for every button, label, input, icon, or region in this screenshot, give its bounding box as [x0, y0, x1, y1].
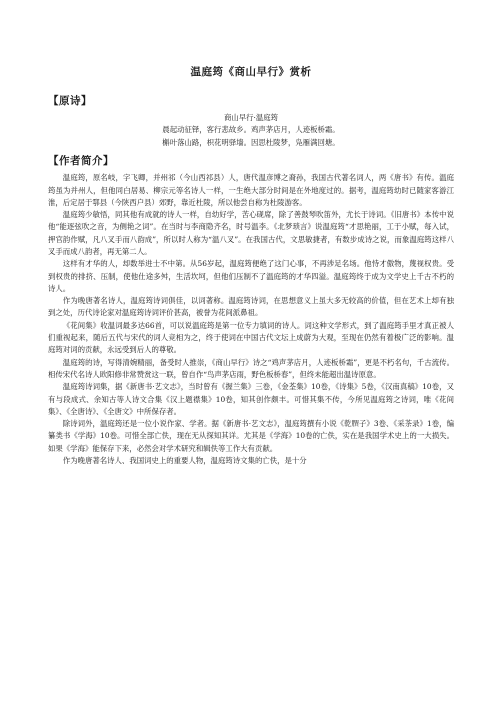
poem-line: 晨起动征铎，客行悲故乡。鸡声茅店月，人迹板桥霜。	[162, 125, 340, 135]
paragraph: 温庭筠的诗，写得清婉精丽，备受时人推崇，《商山早行》诗之“鸡声茅店月，人迹板桥霜”，更是不朽名句，千古流传。相传宋代名诗人欧阳修非常赞赏这一联，曾自作“鸟声茅店雨，野色板桥春”，但终未能超出温诗原意。	[48, 357, 454, 379]
paragraph: 除诗词外，温庭筠还是一位小说作家、学者。据《新唐书·艺文志》，温庭筠撰有小说《乾𦠆子》3卷、《采茶录》1卷，编纂类书《学海》10卷。可惜全部亡佚，现在无从探知其详。尤其是《学海》10卷的亡佚，实在是我国学术史上的一大损失。如果《学海》能保存下来，必然会对学术研究和辑佚等工作大有贡献。	[48, 419, 454, 453]
document-title: 温庭筠《商山早行》赏析	[190, 66, 312, 78]
poem-block	[48, 112, 454, 149]
poem-title-line: 商山早行·温庭筠	[223, 113, 279, 122]
poem-line: 槲叶落山路，枳花明驿墙。因思杜陵梦，凫雁满回塘。	[162, 137, 340, 147]
paragraph: 这样有才华的人，却数举进士不中第。从56岁起，温庭筠便绝了这门心事，不再涉足名场。他恃才傲物，蔑视权贵。受到权贵的排挤、压制，使他仕途多舛，生活坎坷，但他们压制不了温庭筠的才华四溢。温庭筠终于成为文学史上千古不朽的诗人。	[48, 259, 454, 293]
paragraph: 温庭筠，原名岐，字飞卿，并州祁（今山西祁县）人，唐代温彦博之裔孙，我国古代著名词人，两《唐书》有传。温庭筠虽为并州人，但他同白居易、柳宗元等名诗人一样，一生绝大部分时间是在外地度过的。据考，温庭筠幼时已随家客游江淮，后定居于鄠县（今陕西户县）郊野，靠近杜陵，所以他尝自称为杜陵游客。	[48, 173, 454, 207]
paragraph: 《花间集》收温词最多达66首，可以说温庭筠是第一位专力填词的诗人。词这种文学形式，到了温庭筠手里才真正被人们重视起来，随后五代与宋代的词人竞相为之，终于使词在中国古代文坛上成蔚为大观，至现在仍然有着极广泛的影响。温庭筠对词的贡献，永远受到后人的尊敬。	[48, 320, 454, 355]
paragraph: 作为晚唐著名诗人、我国词史上的重要人物，温庭筠诗文集的亡佚，是十分	[62, 456, 307, 466]
paragraph: 温庭筠诗词集，据《新唐书·艺文志》，当时曾有《握兰集》三卷，《金荃集》10卷，《诗集》5卷，《汉南真稿》10卷，又有与段成式、余知古等人诗文合集《汉上题襟集》10卷，知其创作颇丰。可惜其集不传，今所见温庭筠之诗词，唯《花间集》、《全唐诗》、《全唐文》中所保存者。	[48, 382, 454, 416]
paragraph: 温庭筠少敏悟，同其他有成就的诗人一样，自幼好学，苦心砚席，除了善鼓琴吹笛外，尤长于诗词。《旧唐书》本传中说他“能逐弦吹之音，为侧艳之词”。在当时与李商隐齐名，时号温李。《北梦琐言》说温庭筠“才思艳丽，工于小赋，每入试，押官韵作赋，凡八叉手而八韵成”，所以时人称为“温八叉”。在我国古代，文思敏捷者，有数步成诗之说，而象温庭筠这样八叉手而成八韵者，再无第二人。	[48, 210, 454, 256]
author-section-heading: 【作者简介】	[48, 155, 114, 168]
author-intro-body	[48, 172, 454, 467]
poem-section-heading: 【原诗】	[48, 95, 92, 107]
paragraph: 作为晚唐著名诗人，温庭筠诗词俱佳，以词著称。温庭筠诗词，在思想意义上虽大多无较高的价值，但在艺术上却有独到之处，历代诗论家对温庭筠诗词评价甚高，被誉为花间派鼻祖。	[48, 296, 454, 318]
